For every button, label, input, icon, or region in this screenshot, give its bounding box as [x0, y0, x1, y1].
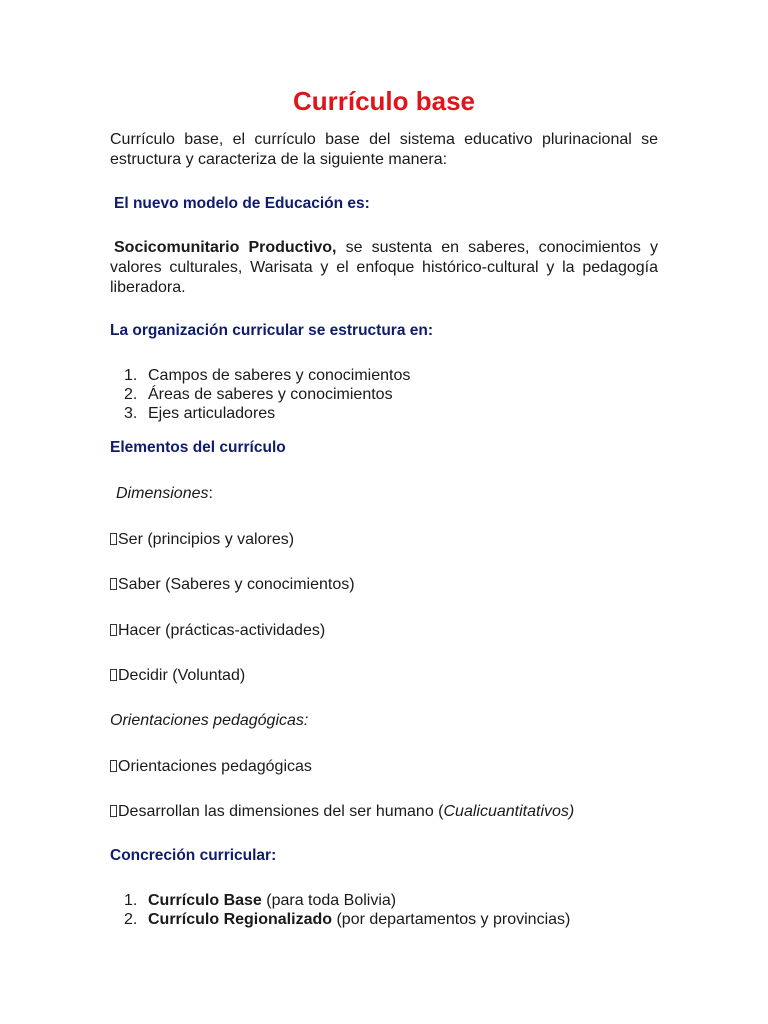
missing-glyph-icon: [110, 578, 117, 590]
organization-list: [110, 366, 410, 423]
dimension-item: Decidir (Voluntad): [110, 666, 245, 686]
list-item: 3. Ejes articuladores: [124, 405, 276, 422]
intro-paragraph: Currículo base, el currículo base del sistema educativo plurinacional se estructura y caracteriza de la siguiente manera:: [110, 131, 658, 168]
concretion-list: [110, 891, 570, 929]
dimension-item: Hacer (prácticas-actividades): [110, 621, 325, 641]
orientation-item: Orientaciones pedagógicas: [110, 757, 312, 777]
model-heading: El nuevo modelo de Educación es:: [114, 195, 370, 212]
model-description: se sustenta en saberes, conocimientos y valores culturales, Warisata y el enfoque histórico-cultural y la pedagogía liberadora.: [110, 239, 658, 296]
orientation-item: Desarrollan las dimensiones del ser humano (Cualicuantitativos): [110, 802, 574, 822]
missing-glyph-icon: [110, 805, 117, 817]
list-item: 1. Currículo Base (para toda Bolivia): [124, 892, 397, 909]
model-paragraph: [110, 238, 658, 298]
model-bold-term: Socicomunitario Productivo,: [114, 239, 337, 256]
organization-heading: La organización curricular se estructura en:: [110, 322, 434, 339]
orientations-label: Orientaciones pedagógicas:: [110, 712, 309, 729]
dimension-item: Ser (principios y valores): [110, 530, 294, 550]
dimensions-label: Dimensiones:: [116, 485, 213, 502]
list-item: 2. Currículo Regionalizado (por departamentos y provincias): [124, 911, 571, 928]
missing-glyph-icon: [110, 669, 117, 681]
document-title: Currículo base: [292, 86, 476, 116]
dimension-item: Saber (Saberes y conocimientos): [110, 575, 355, 595]
concretion-heading: Concreción curricular:: [110, 847, 277, 864]
missing-glyph-icon: [110, 760, 117, 772]
list-item: 2. Áreas de saberes y conocimientos: [124, 386, 393, 403]
elements-heading: Elementos del currículo: [110, 439, 286, 456]
list-item: 1. Campos de saberes y conocimientos: [124, 367, 411, 384]
missing-glyph-icon: [110, 533, 117, 545]
missing-glyph-icon: [110, 624, 117, 636]
